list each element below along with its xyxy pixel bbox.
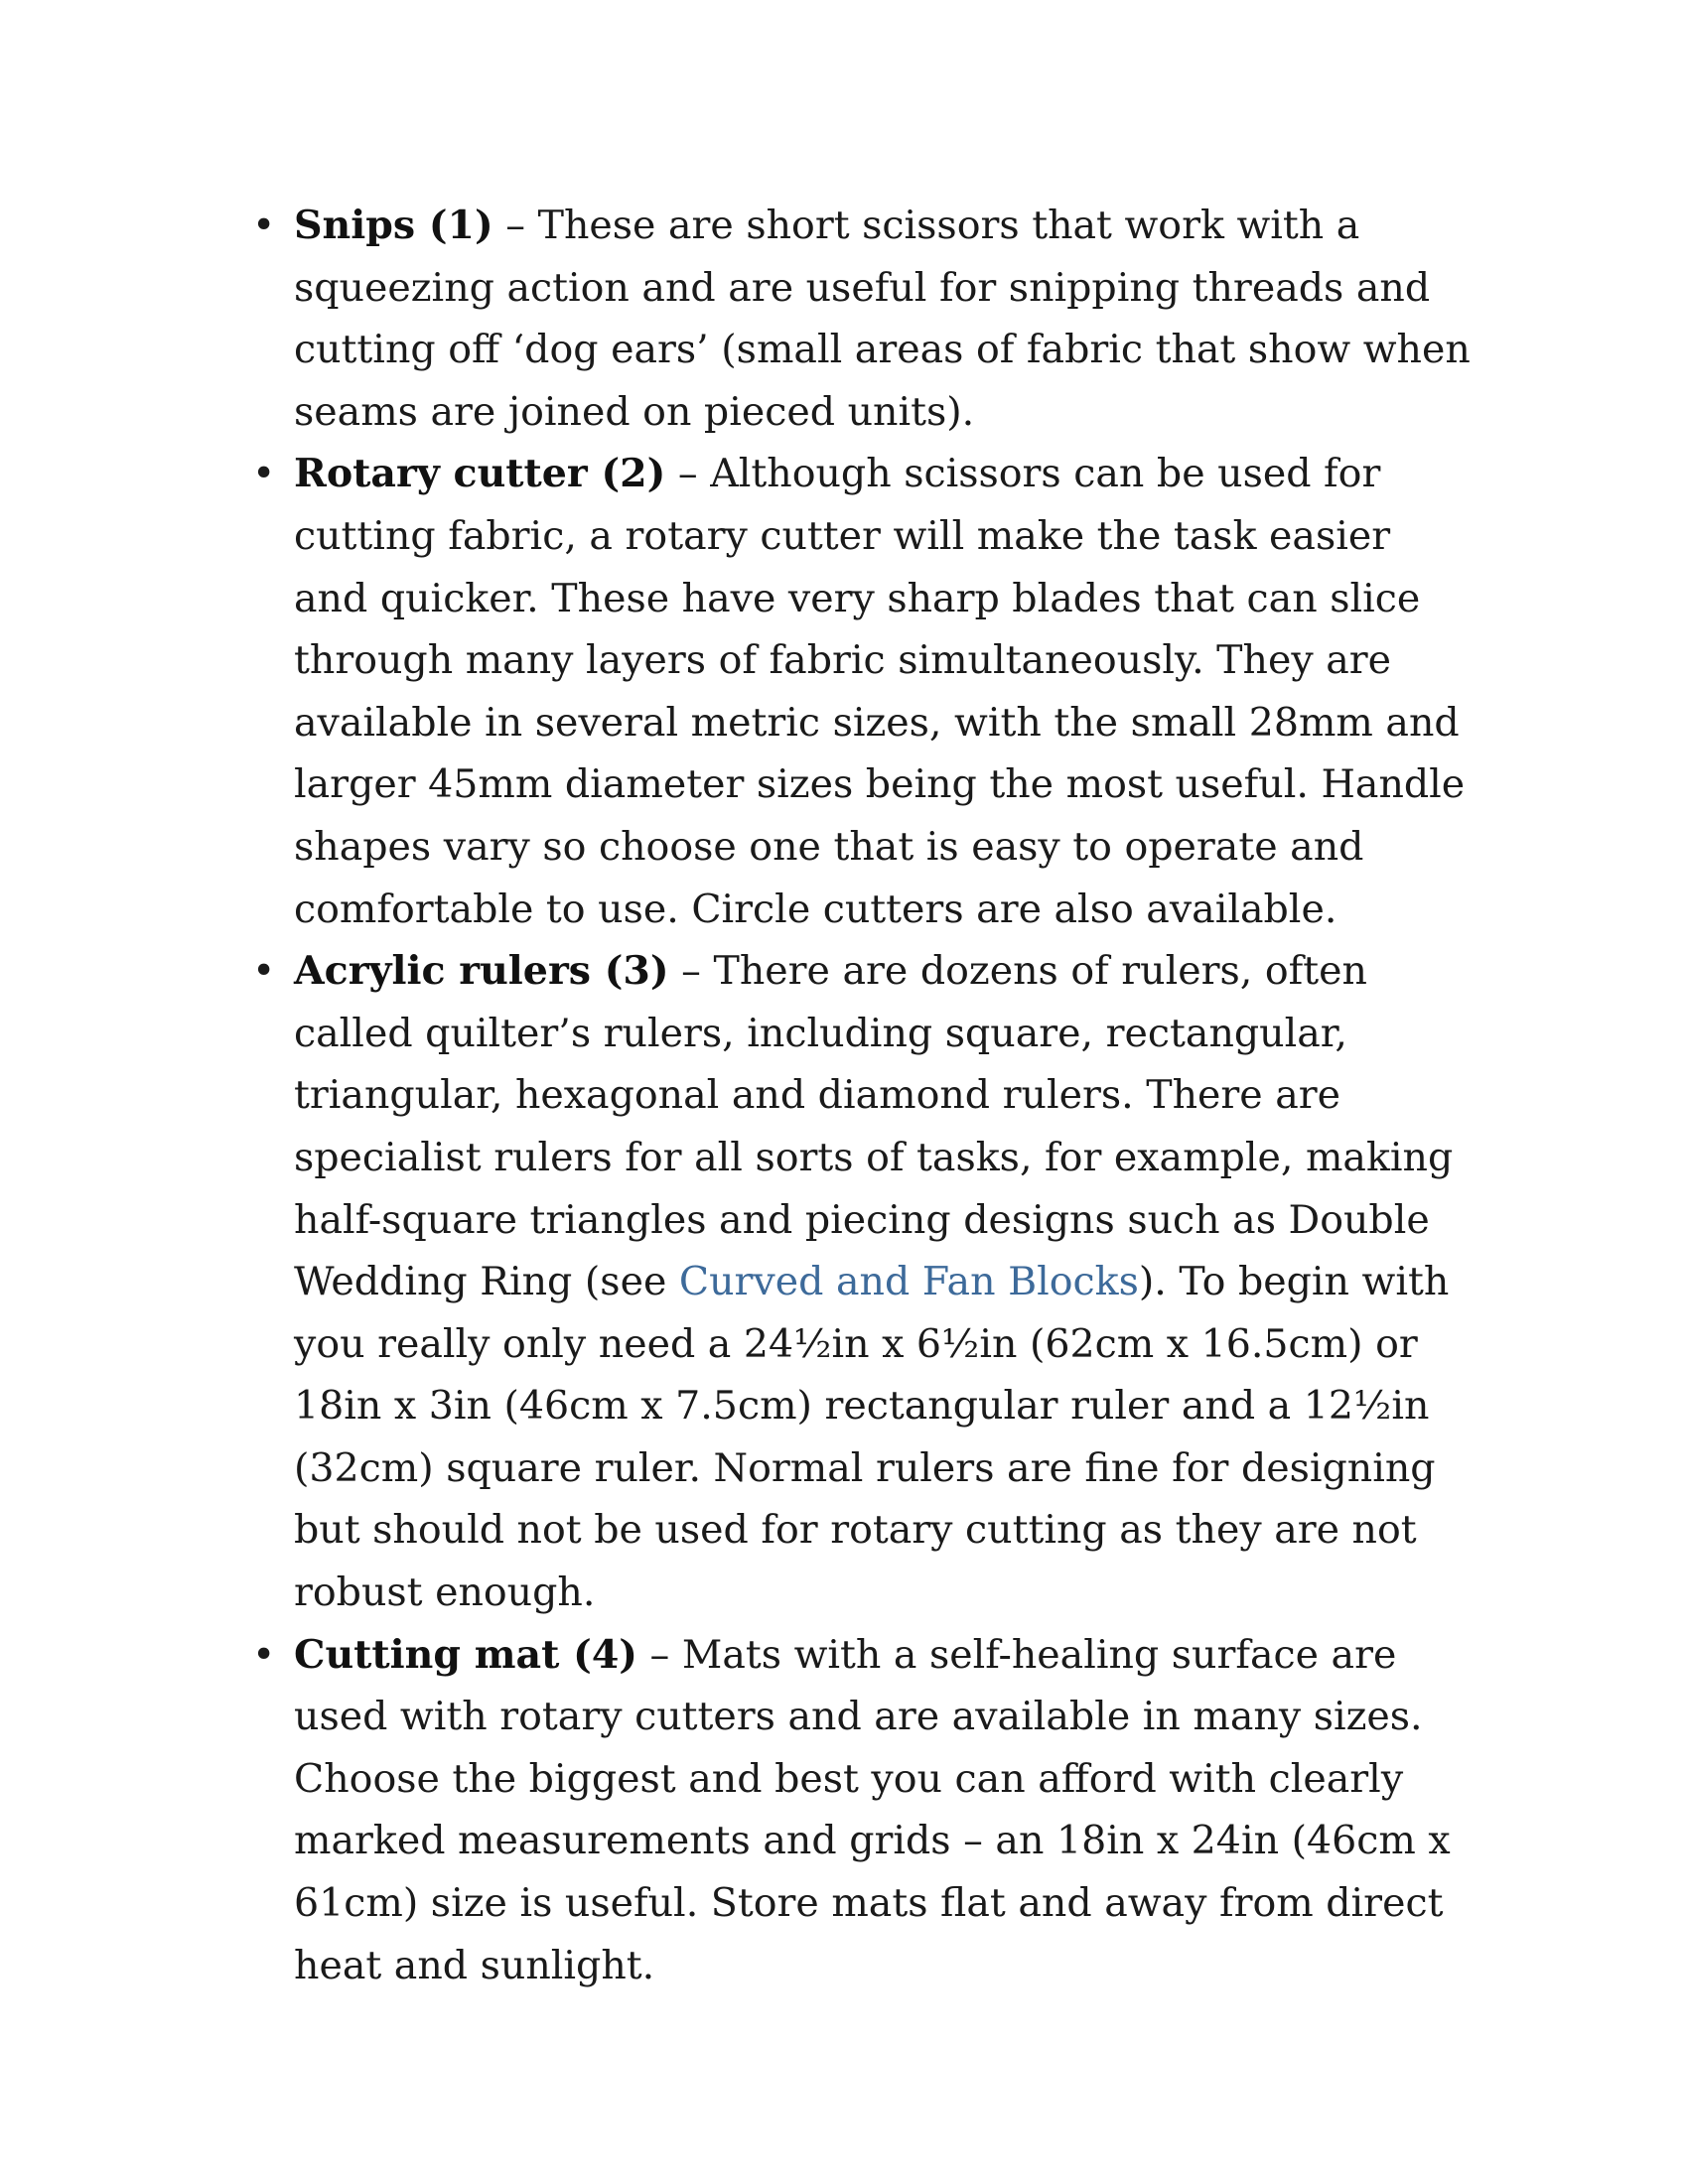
list-item-acrylic-rulers xyxy=(252,940,1474,1624)
list-item-cutting-mat xyxy=(252,1624,1474,1997)
item-heading: Cutting mat (4) xyxy=(294,1631,637,1678)
item-heading: Snips (1) xyxy=(294,203,493,248)
bullet-icon: • xyxy=(252,451,276,497)
item-heading: Rotary cutter (2) xyxy=(294,451,666,497)
curved-and-fan-blocks-link[interactable]: Curved and Fan Blocks xyxy=(678,1259,1139,1305)
item-description-before-link: There are dozens of rulers, often called quilter’s rulers, including square, rectangular, triangular, hexagonal and diamond rulers. There are specialist rulers for all sorts of tasks, for example, making half-square triangles and piecing designs such as Double Wedding Ring (see xyxy=(294,948,1454,1305)
item-separator: – xyxy=(668,948,714,995)
item-description: Mats with a self-healing surface are used with rotary cutters and are available in many sizes. Choose the biggest and best you can afford with clearly marked measurements and grids – an 18in x 24in (46cm x 61cm) size is useful. Store mats flat and away from direct heat and sunlight. xyxy=(294,1631,1451,1988)
bullet-icon: • xyxy=(252,948,276,995)
bullet-icon: • xyxy=(252,1631,276,1678)
item-description: These are short scissors that work with a squeezing action and are useful for snipping threads and cutting off ‘dog ears’ (small areas of fabric that show when seams are joined on pieced units). xyxy=(294,203,1471,435)
item-separator: – xyxy=(637,1631,682,1678)
item-separator: – xyxy=(665,451,711,497)
item-description-after-link: ). To begin with you really only need a 24½in x 6½in (62cm x 16.5cm) or 18in x 3in (46cm x 7.5cm) rectangular ruler and a 12½in (32cm) square ruler. Normal rulers are fine for designing but should not be used for rotary cutting as they are not robust enough. xyxy=(294,1259,1450,1616)
list-item-snips xyxy=(252,195,1474,443)
tool-list xyxy=(252,195,1474,1996)
item-separator: – xyxy=(492,203,538,248)
list-item-rotary-cutter xyxy=(252,443,1474,940)
bullet-icon: • xyxy=(252,203,276,248)
item-description: Although scissors can be used for cutting fabric, a rotary cutter will make the task easier and quicker. These have very sharp blades that can slice through many layers of fabric simultaneously. They are available in several metric sizes, with the small 28mm and larger 45mm diameter sizes being the most useful. Handle shapes vary so choose one that is easy to operate and comfortable to use. Circle cutters are also available. xyxy=(294,451,1466,932)
item-heading: Acrylic rulers (3) xyxy=(294,948,669,995)
